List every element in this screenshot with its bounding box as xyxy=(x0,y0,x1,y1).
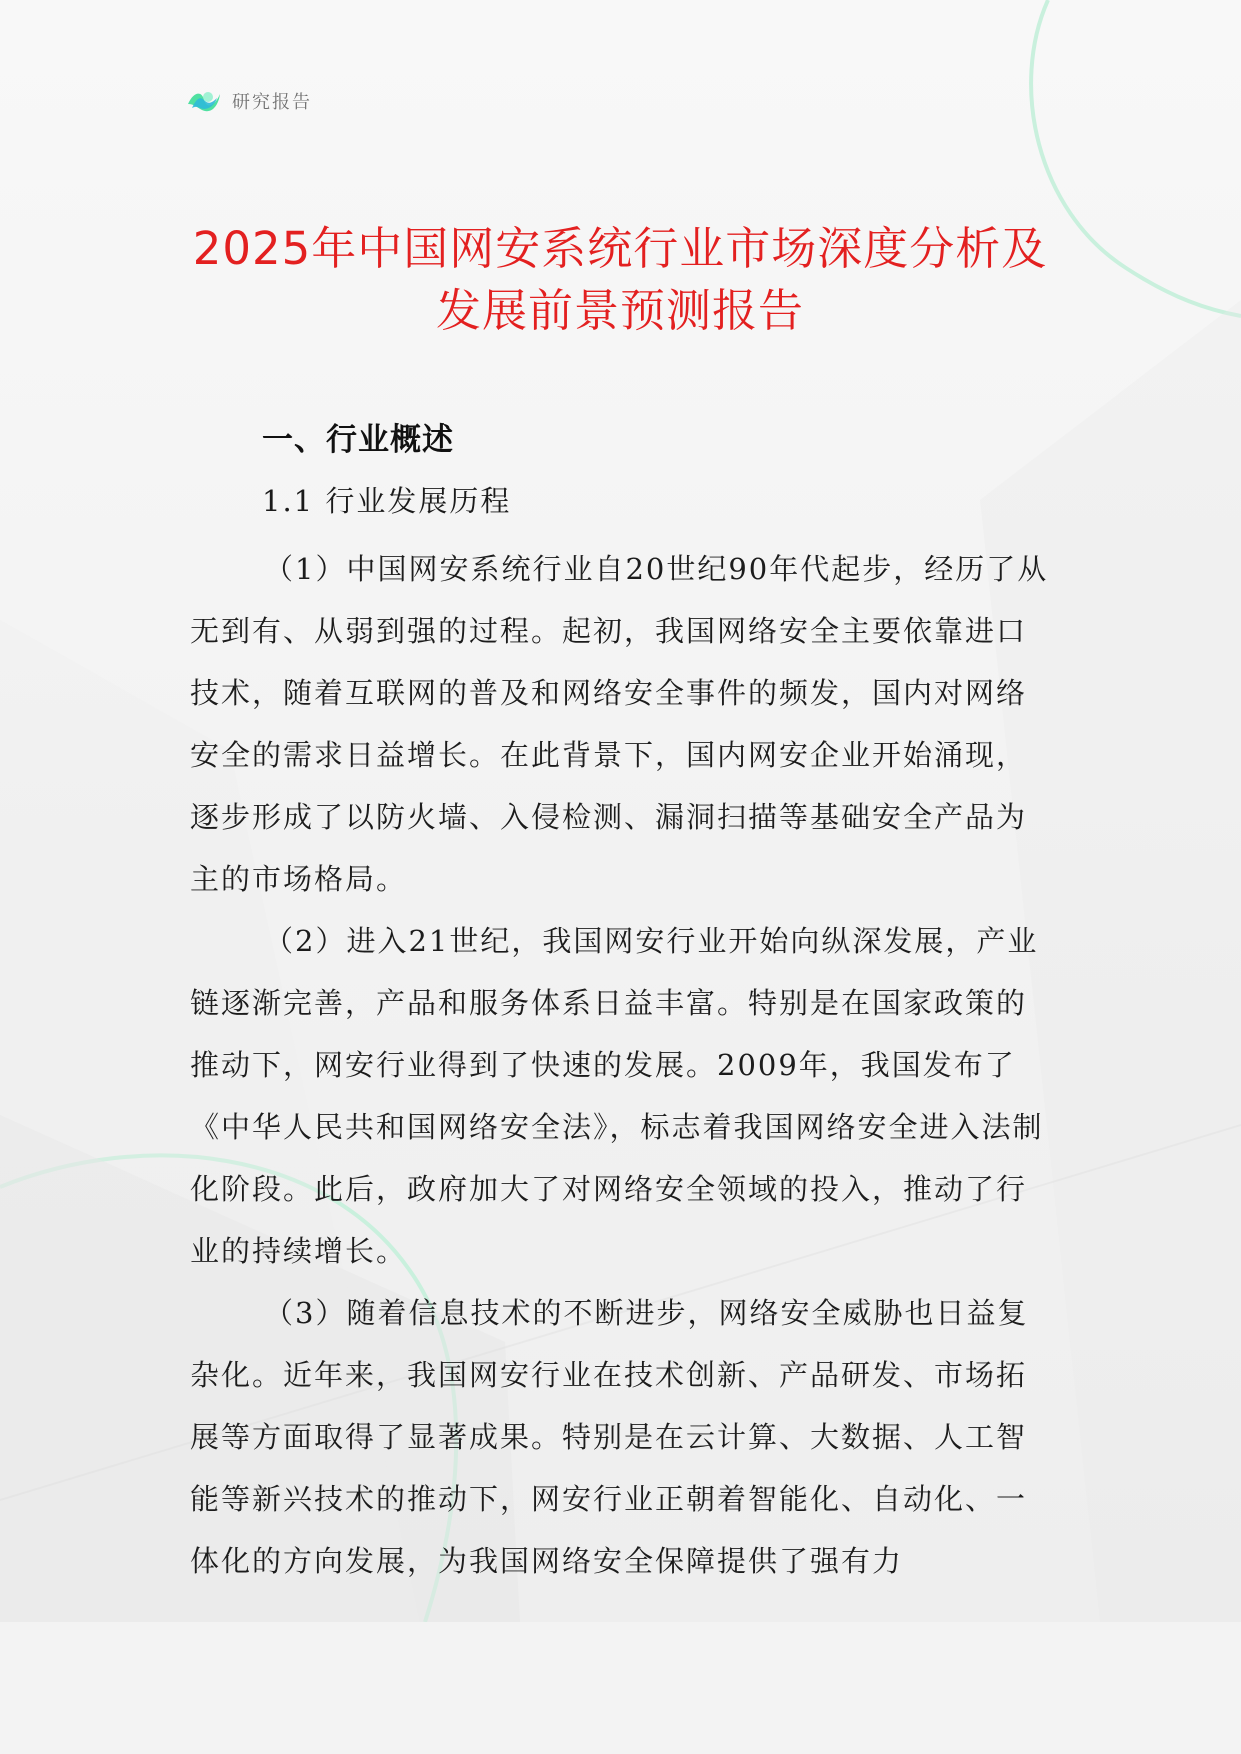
paragraph-3: （3）随着信息技术的不断进步，网络安全威胁也日益复杂化。近年来，我国网安行业在技术创新、产品研发、市场拓展等方面取得了显著成果。特别是在云计算、大数据、人工智能等新兴技术的推动下，网安行业正朝着智能化、自动化、一体化的方向发展，为我国网络安全保障提供了强有力 xyxy=(190,1296,1029,1578)
paragraph-2: （2）进入21世纪，我国网安行业开始向纵深发展，产业链逐渐完善，产品和服务体系日益丰富。特别是在国家政策的推动下，网安行业得到了快速的发展。2009年，我国发布了《中华人民共和国网络安全法》，标志着我国网络安全进入法制化阶段。此后，政府加大了对网络安全领域的投入，推动了行业的持续增长。 xyxy=(190,924,1044,1268)
document-body xyxy=(190,538,1050,1592)
brand-label: 研究报告 xyxy=(232,92,312,113)
brand-header xyxy=(186,86,312,114)
document-title-line-1: 2025年中国网安系统行业市场深度分析及 xyxy=(192,222,1048,275)
brand-logo-icon xyxy=(186,86,222,114)
section-heading: 一、行业概述 xyxy=(262,422,454,458)
subsection-heading: 1.1 行业发展历程 xyxy=(262,484,512,518)
document-title-line-2: 发展前景预测报告 xyxy=(435,284,804,337)
paragraph-1: （1）中国网安系统行业自20世纪90年代起步，经历了从无到有、从弱到强的过程。起初，我国网络安全主要依靠进口技术，随着互联网的普及和网络安全事件的频发，国内对网络安全的需求日益增长。在此背景下，国内网安企业开始涌现，逐步形成了以防火墙、入侵检测、漏洞扫描等基础安全产品为主的市场格局。 xyxy=(190,552,1049,896)
